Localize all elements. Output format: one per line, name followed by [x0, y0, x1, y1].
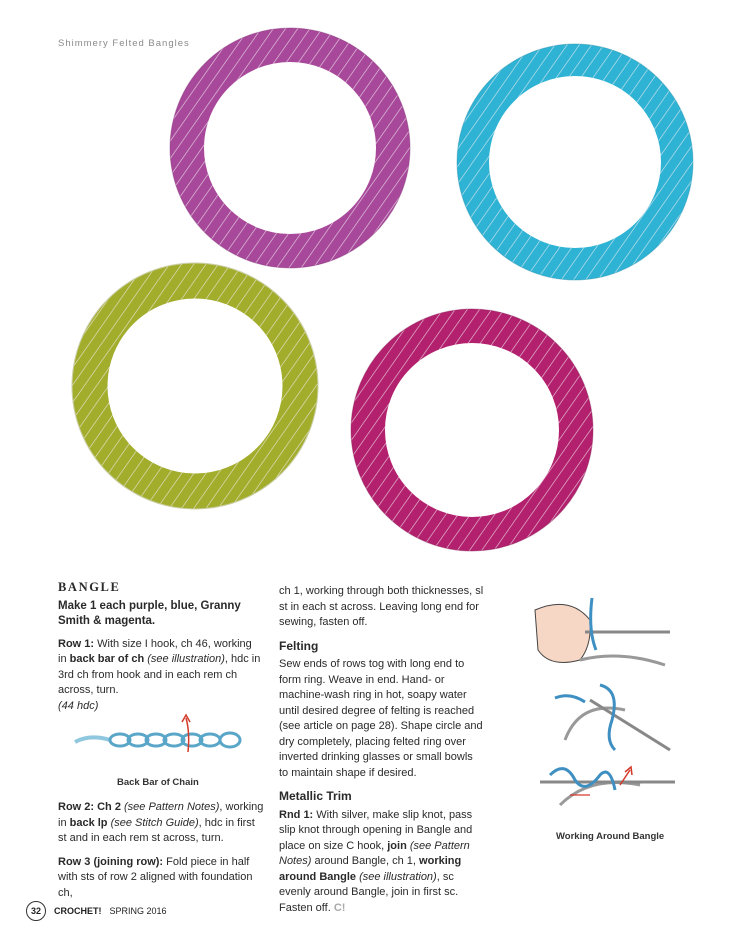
page-footer	[26, 901, 167, 921]
trim-title: Metallic Trim	[279, 789, 352, 803]
felting-text: Sew ends of rows tog with long end to form ring. Weave in end. Hand- or machine-wash ring in hot, soapy water until desired degree of felting is reached (see article on page 28). Shape circle and dry completely, placing felted ring over inverted drinking glasses or small bowls to maintain shape if desired.	[279, 658, 483, 779]
caption-working-around: Working Around Bangle	[556, 831, 665, 842]
step-3-illustration	[540, 767, 675, 805]
column-1	[58, 580, 263, 722]
magenta-bangle	[351, 309, 593, 551]
row-3: Row 3 (joining row): Fold piece in half with sts of row 2 aligned with foundation ch,	[58, 855, 253, 899]
green-bangle	[72, 263, 318, 509]
magazine-name: CROCHET!	[54, 906, 102, 916]
running-header: Shimmery Felted Bangles	[58, 38, 190, 49]
hand-illustration	[535, 598, 670, 665]
column-1-lower	[58, 800, 266, 909]
bangle-title: BANGLE	[58, 580, 121, 594]
column-2	[279, 584, 484, 924]
trim-rnd-1: Rnd 1: With silver, make slip knot, pass slip knot through opening in Bangle and place on size C hook, join (see Pattern Notes) around Bangle, ch 1, working around Bangle (see illustration), sc evenly around Bangle, join in first sc. Fasten off. C!	[279, 808, 473, 914]
row-3-continued: ch 1, working through both thicknesses, sl st in each st across. Leaving long end for sewing, fasten off.	[279, 585, 484, 628]
felting-title: Felting	[279, 638, 319, 653]
row-2: Row 2: Ch 2 (see Pattern Notes), working in back lp (see Stitch Guide), hdc in first st and in each rem st across, turn.	[58, 801, 264, 844]
step-2-illustration	[555, 685, 670, 750]
bangle-subtitle: Make 1 each purple, blue, Granny Smith & magenta.	[58, 599, 241, 627]
blue-bangle	[457, 44, 693, 280]
row-1: Row 1: With size I hook, ch 46, working in back bar of ch (see illustration), hdc in 3rd ch from hook and in each rem ch across, turn. (44 hdc)	[58, 637, 261, 712]
issue: SPRING 2016	[109, 906, 167, 916]
working-around-bangle-illustration	[530, 590, 680, 830]
caption-back-bar: Back Bar of Chain	[117, 777, 199, 788]
back-bar-chain-illustration	[70, 712, 250, 762]
page-number: 32	[26, 901, 46, 921]
purple-bangle	[170, 28, 410, 268]
